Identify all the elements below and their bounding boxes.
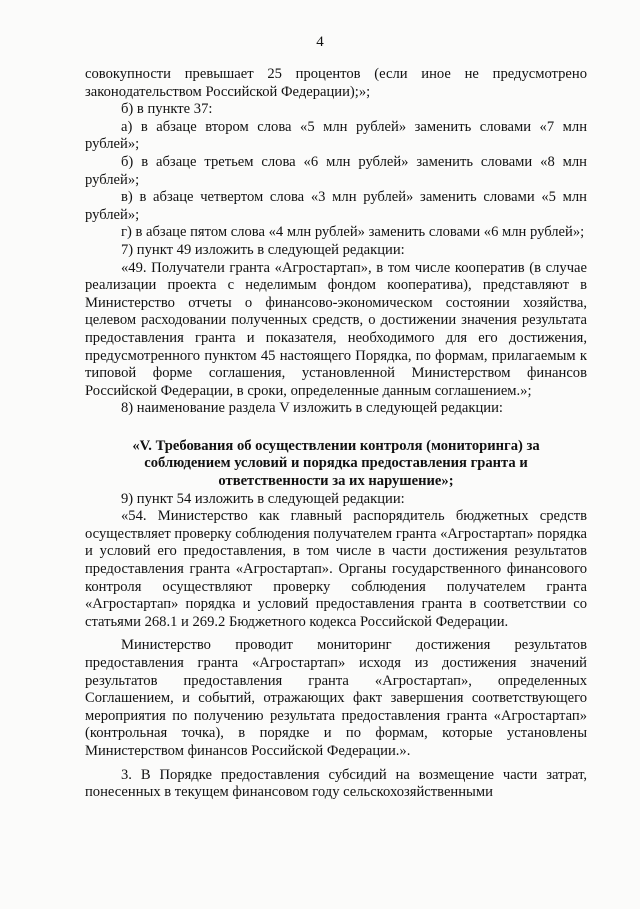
paragraph-subitem-v: в) в абзаце четвертом слова «3 млн рублей» заменить словами «5 млн рублей»; [85,189,587,223]
paragraph-item-7: 7) пункт 49 изложить в следующей редакции: [121,241,405,258]
paragraph-point-49: «49. Получатели гранта «Агростартап», в том числе кооператив (в случае реализации проекта с неделимым фондом кооператива), представляют в Министерство отчеты о финансово-экономическом состоянии хозяйства, целевом расходовании полученных средств, о достижении значения результата предоставления гранта и показателя, необходимого для его достижения, предусмотренного пунктом 45 настоящего Порядка, по формам, прилагаемым к типовой форме соглашения, установленной Министерством финансов Российской Федерации, в сроки, определенные данным соглашением.»; [85,259,587,399]
section-heading-line-2: соблюдением условий и порядка предоставления гранта и [144,455,528,472]
paragraph-item-8: 8) наименование раздела V изложить в следующей редакции: [121,400,503,417]
paragraph-continuation: совокупности превышает 25 процентов (если иное не предусмотрено законодательством Российской Федерации);»; [85,66,587,100]
document-body [85,66,587,802]
paragraph-subitem-g: г) в абзаце пятом слова «4 млн рублей» заменить словами «6 млн рублей»; [121,224,585,241]
section-heading [85,438,587,491]
paragraph-monitoring: Министерство проводит мониторинг достижения результатов предоставления гранта «Агростартап» исходя из достижения значений результатов предоставления гранта «Агростартап», определенных Соглашением, и событий, отражающих факт завершения соответствующего мероприятия по получению результата предоставления гранта «Агростартап» (контрольная точка), в порядке и по формам, которые установлены Министерством финансов Российской Федерации.». [85,637,587,759]
paragraph-subitem-b: б) в абзаце третьем слова «6 млн рублей» заменить словами «8 млн рублей»; [85,153,587,188]
paragraph-subitem-a: а) в абзаце втором слова «5 млн рублей» заменить словами «7 млн рублей»; [85,118,587,153]
section-heading-line-1: «V. Требования об осуществлении контроля (мониторинга) за [132,437,540,454]
paragraph-point-54: «54. Министерство как главный распорядитель бюджетных средств осуществляет проверку соблюдения получателем гранта «Агростартап» порядка и условий его предоставления, в том числе в части достижения результатов предоставления гранта «Агростартап». Органы государственного финансового контроля осуществляют проверку соблюдения получателем гранта «Агростартап» порядка и условий предоставления гранта в соответствии со статьями 268.1 и 269.2 Бюджетного кодекса Российской Федерации. [85,508,587,630]
page-number: 4 [316,34,324,50]
paragraph-item-3: 3. В Порядке предоставления субсидий на возмещение части затрат, понесенных в текущем финансовом году сельскохозяйственными [85,766,587,801]
paragraph-item-b: б) в пункте 37: [121,101,213,118]
paragraph-item-9: 9) пункт 54 изложить в следующей редакции: [121,490,405,507]
section-heading-line-3: ответственности за их нарушение»; [218,473,454,490]
